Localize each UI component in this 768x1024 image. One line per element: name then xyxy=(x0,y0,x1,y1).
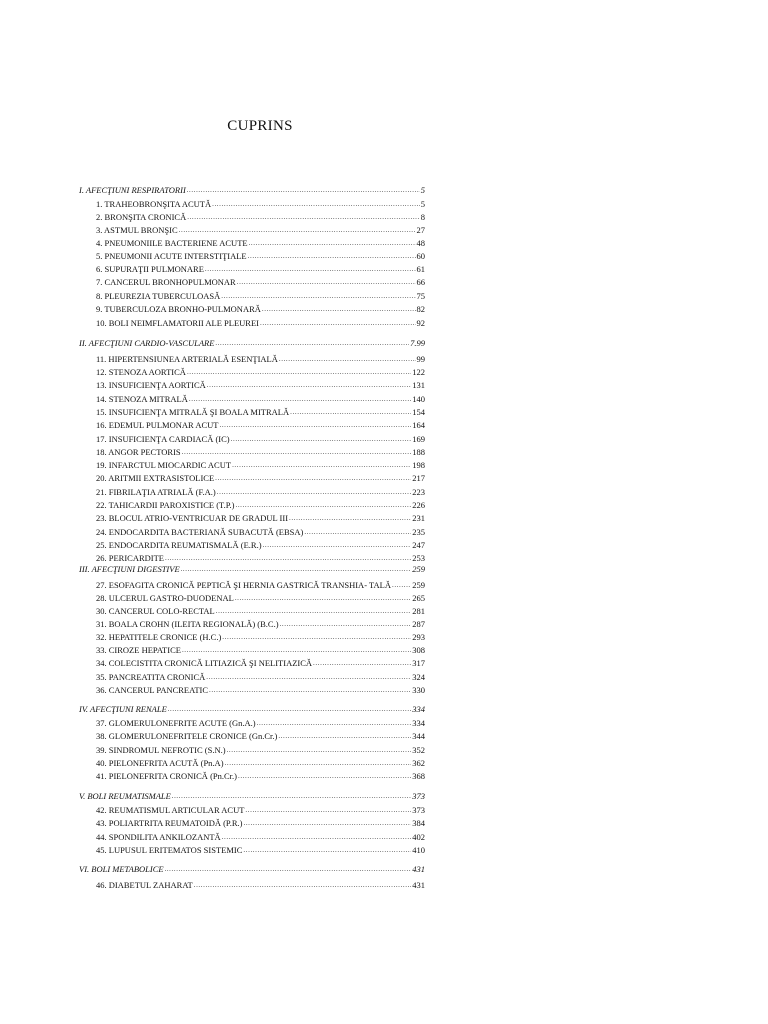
toc-page-number: 198 xyxy=(412,460,425,470)
toc-section-title: I. AFECŢIUNI RESPIRATORII xyxy=(79,185,186,195)
toc-entry-title: 1. TRAHEOBRONŞITA ACUTĂ xyxy=(96,199,212,209)
toc-section-row xyxy=(79,864,425,875)
toc-dot-leader xyxy=(235,500,411,511)
toc-section-row xyxy=(79,185,425,196)
toc-dot-leader xyxy=(206,672,411,683)
toc-entry-title: 13. INSUFICIENŢA AORTICĂ xyxy=(96,380,206,390)
toc-dot-leader xyxy=(245,805,411,816)
toc-section-title: II. AFECŢIUNI CARDIO-VASCULARE xyxy=(79,338,215,348)
toc-dot-leader xyxy=(290,407,411,418)
toc-entry-row xyxy=(96,580,425,591)
toc-entry-row xyxy=(96,407,425,418)
toc-entry-title: 46. DIABETUL ZAHARAT xyxy=(96,880,193,890)
toc-page-number: 344 xyxy=(412,731,425,741)
toc-entry-title: 15. INSUFICIENŢA MITRALĂ ŞI BOALA MITRALĂ xyxy=(96,407,290,417)
toc-entry-row xyxy=(96,473,425,484)
toc-dot-leader xyxy=(187,185,420,196)
toc-dot-leader xyxy=(205,264,416,275)
toc-entry-title: 37. GLOMERULONEFRITE ACUTE (Gn.A.) xyxy=(96,718,256,728)
toc-entry-title: 45. LUPUSUL ERITEMATOS SISTEMIC xyxy=(96,845,243,855)
toc-dot-leader xyxy=(263,540,412,551)
toc-page-number: 164 xyxy=(412,420,425,430)
toc-entry-row xyxy=(96,447,425,458)
toc-page-number: 140 xyxy=(412,394,425,404)
toc-entry-row xyxy=(96,527,425,538)
toc-entry-row xyxy=(96,434,425,445)
toc-section-title: IV. AFECŢIUNI RENALE xyxy=(79,704,167,714)
toc-dot-leader xyxy=(165,864,412,875)
toc-dot-leader xyxy=(304,527,411,538)
toc-entry-row xyxy=(96,199,425,210)
toc-entry-row xyxy=(96,354,425,365)
toc-entry-title: 31. BOALA CROHN (ILEITA REGIONALĂ) (B.C.) xyxy=(96,619,279,629)
toc-page-number: 231 xyxy=(412,513,425,523)
toc-entry-title: 18. ANGOR PECTORIS xyxy=(96,447,181,457)
toc-dot-leader xyxy=(243,818,411,829)
toc-dot-leader xyxy=(237,277,416,288)
toc-entry-row xyxy=(96,367,425,378)
toc-entry-title: 30. CANCERUL COLO-RECTAL xyxy=(96,606,215,616)
toc-entry-title: 25. ENDOCARDITA REUMATISMALĂ (E.R.) xyxy=(96,540,262,550)
toc-dot-leader xyxy=(235,593,411,604)
toc-page-number: 402 xyxy=(412,832,425,842)
toc-page-number: 265 xyxy=(412,593,425,603)
toc-dot-leader xyxy=(222,832,412,843)
toc-page-number: 308 xyxy=(412,645,425,655)
toc-page-number: 82 xyxy=(416,304,425,314)
toc-page-number: 334 xyxy=(412,718,425,728)
toc-page-number: 247 xyxy=(412,540,425,550)
toc-entry-row xyxy=(96,291,425,302)
toc-entry-row xyxy=(96,460,425,471)
toc-dot-leader xyxy=(207,380,411,391)
toc-page-number: 92 xyxy=(416,318,425,328)
toc-page-number: 61 xyxy=(416,264,425,274)
toc-section-title: V. BOLI REUMATISMALE xyxy=(79,791,171,801)
toc-page-number: 169 xyxy=(412,434,425,444)
toc-entry-row xyxy=(96,380,425,391)
toc-dot-leader xyxy=(187,212,420,223)
toc-dot-leader xyxy=(231,434,412,445)
toc-entry-title: 23. BLOCUL ATRIO-VENTRICUAR DE GRADUL III xyxy=(96,513,289,523)
toc-entry-title: 11. HIPERTENSIUNEA ARTERIALĂ ESENŢIALĂ xyxy=(96,354,278,364)
toc-entry-row xyxy=(96,420,425,431)
toc-page-number: 154 xyxy=(412,407,425,417)
toc-entry-row xyxy=(96,500,425,511)
toc-entry-title: 17. INSUFICIENŢA CARDIACĂ (IC) xyxy=(96,434,230,444)
toc-entry-title: 43. POLIARTRITA REUMATOIDĂ (P.R.) xyxy=(96,818,243,828)
toc-entry-title: 32. HEPATITELE CRONICE (H.C.) xyxy=(96,632,222,642)
toc-entry-title: 22. TAHICARDII PAROXISTICE (T.P.) xyxy=(96,500,235,510)
toc-entry-row xyxy=(96,593,425,604)
toc-entry-row xyxy=(96,632,425,643)
toc-entry-title: 35. PANCREATITA CRONICĂ xyxy=(96,672,206,682)
toc-dot-leader xyxy=(219,420,411,431)
toc-dot-leader xyxy=(189,394,411,405)
toc-dot-leader xyxy=(225,758,412,769)
toc-dot-leader xyxy=(249,238,416,249)
toc-dot-leader xyxy=(172,791,411,802)
toc-entry-row xyxy=(96,304,425,315)
toc-dot-leader xyxy=(182,447,412,458)
toc-entry-title: 6. SUPURAŢII PULMONARE xyxy=(96,264,204,274)
toc-entry-title: 26. PERICARDITE xyxy=(96,553,164,563)
toc-page-number: 66 xyxy=(416,277,425,287)
toc-page-number: 223 xyxy=(412,487,425,497)
toc-dot-leader xyxy=(222,632,411,643)
toc-dot-leader xyxy=(313,658,411,669)
toc-dot-leader xyxy=(179,225,416,236)
toc-entry-title: 5. PNEUMONII ACUTE INTERSTIŢIALE xyxy=(96,251,247,261)
toc-page-number: 352 xyxy=(412,745,425,755)
toc-dot-leader xyxy=(257,718,412,729)
toc-entry-row xyxy=(96,731,425,742)
toc-page-number: 5 xyxy=(420,199,425,209)
toc-page-number: 324 xyxy=(412,672,425,682)
toc-entry-title: 20. ARITMII EXTRASISTOLICE xyxy=(96,473,215,483)
toc-entry-title: 41. PIELONEFRITA CRONICĂ (Pn.Cr.) xyxy=(96,771,237,781)
toc-dot-leader xyxy=(221,291,415,302)
toc-entry-row xyxy=(96,672,425,683)
toc-section-title: III. AFECŢIUNI DIGESTIVE xyxy=(79,564,180,574)
toc-page-number: 75 xyxy=(416,291,425,301)
toc-page-number: 60 xyxy=(416,251,425,261)
toc-page-number: 384 xyxy=(412,818,425,828)
toc-page-number: 253 xyxy=(412,553,425,563)
toc-page-number: 362 xyxy=(412,758,425,768)
page-title: CUPRINS xyxy=(227,118,293,134)
toc-entry-row xyxy=(96,513,425,524)
toc-section-row xyxy=(79,564,425,575)
toc-entry-title: 40. PIELONEFRITA ACUTĂ (Pn.A) xyxy=(96,758,224,768)
toc-entry-row xyxy=(96,238,425,249)
toc-entry-row xyxy=(96,277,425,288)
toc-entry-title: 38. GLOMERULONEFRITELE CRONICE (Gn.Cr.) xyxy=(96,731,278,741)
toc-dot-leader xyxy=(279,354,416,365)
toc-entry-title: 24. ENDOCARDITA BACTERIANĂ SUBACUTĂ (EBSA) xyxy=(96,527,304,537)
toc-page-number: 8 xyxy=(420,212,425,222)
toc-dot-leader xyxy=(243,845,411,856)
toc-entry-title: 33. CIROZE HEPATICE xyxy=(96,645,181,655)
toc-dot-leader xyxy=(262,304,416,315)
toc-dot-leader xyxy=(215,473,411,484)
toc-dot-leader xyxy=(238,771,411,782)
toc-entry-title: 36. CANCERUL PANCREATIC xyxy=(96,685,209,695)
toc-page-number: 99 xyxy=(416,354,425,364)
toc-page-number: 334 xyxy=(412,704,425,714)
toc-dot-leader xyxy=(232,460,411,471)
toc-dot-leader xyxy=(217,487,412,498)
toc-page-number: 373 xyxy=(412,791,425,801)
toc-section-row xyxy=(79,338,425,349)
toc-dot-leader xyxy=(168,704,411,715)
toc-section-title: VI. BOLI METABOLICE xyxy=(79,864,164,874)
toc-entry-title: 12. STENOZA AORTICĂ xyxy=(96,367,186,377)
toc-dot-leader xyxy=(187,367,411,378)
toc-page-number: 27 xyxy=(416,225,425,235)
toc-dot-leader xyxy=(194,880,412,891)
toc-entry-title: 19. INFARCTUL MIOCARDIC ACUT xyxy=(96,460,232,470)
toc-page-number: 7.99 xyxy=(410,338,425,348)
toc-page-number: 235 xyxy=(412,527,425,537)
toc-page-number: 410 xyxy=(412,845,425,855)
toc-entry-row xyxy=(96,718,425,729)
toc-dot-leader xyxy=(165,553,411,564)
toc-entry-row xyxy=(96,540,425,551)
toc-page-number: 131 xyxy=(412,380,425,390)
toc-page-number: 226 xyxy=(412,500,425,510)
toc-entry-row xyxy=(96,264,425,275)
toc-page-number: 259 xyxy=(412,564,425,574)
toc-dot-leader xyxy=(392,580,411,591)
toc-entry-title: 21. FIBRILAŢIA ATRIALĂ (F.A.) xyxy=(96,487,216,497)
toc-dot-leader xyxy=(182,645,411,656)
toc-page-number: 431 xyxy=(412,864,425,874)
toc-entry-row xyxy=(96,645,425,656)
toc-section-row xyxy=(79,791,425,802)
toc-entry-title: 34. COLECISTITA CRONICĂ LITIAZICĂ ŞI NELITIAZICĂ xyxy=(96,658,313,668)
toc-entry-title: 16. EDEMUL PULMONAR ACUT xyxy=(96,420,219,430)
toc-entry-title: 10. BOLI NEIMFLAMATORII ALE PLEUREI xyxy=(96,318,259,328)
toc-dot-leader xyxy=(280,619,412,630)
toc-entry-title: 28. ULCERUL GASTRO-DUODENAL xyxy=(96,593,234,603)
toc-entry-title: 4. PNEUMONIILE BACTERIENE ACUTE xyxy=(96,238,248,248)
toc-entry-title: 39. SINDROMUL NEFROTIC (S.N.) xyxy=(96,745,226,755)
toc-dot-leader xyxy=(215,338,409,349)
toc-section-row xyxy=(79,704,425,715)
toc-entry-row xyxy=(96,771,425,782)
toc-entry-title: 14. STENOZA MITRALĂ xyxy=(96,394,188,404)
toc-entry-row xyxy=(96,553,425,564)
toc-entry-row xyxy=(96,745,425,756)
toc-page-number: 5 xyxy=(420,185,425,195)
toc-entry-row xyxy=(96,845,425,856)
toc-page-number: 281 xyxy=(412,606,425,616)
toc-entry-row xyxy=(96,685,425,696)
toc-dot-leader xyxy=(216,606,412,617)
toc-page-number: 122 xyxy=(412,367,425,377)
toc-dot-leader xyxy=(227,745,412,756)
toc-page-number: 431 xyxy=(412,880,425,890)
toc-page-number: 48 xyxy=(416,238,425,248)
toc-page-number: 330 xyxy=(412,685,425,695)
toc-page-number: 217 xyxy=(412,473,425,483)
toc-dot-leader xyxy=(289,513,411,524)
toc-entry-row xyxy=(96,487,425,498)
toc-entry-row xyxy=(96,251,425,262)
toc-entry-row xyxy=(96,619,425,630)
toc-entry-row xyxy=(96,394,425,405)
toc-dot-leader xyxy=(181,564,412,575)
toc-entry-title: 8. PLEUREZIA TUBERCULOASĂ xyxy=(96,291,221,301)
toc-entry-row xyxy=(96,758,425,769)
toc-entry-title: 27. ESOFAGITA CRONICĂ PEPTICĂ ŞI HERNIA GASTRICĂ TRANSHIA- TALĂ xyxy=(96,580,391,590)
toc-page-number: 188 xyxy=(412,447,425,457)
toc-entry-title: 44. SPONDILITA ANKILOZANTĂ xyxy=(96,832,221,842)
toc-entry-row xyxy=(96,818,425,829)
toc-page-number: 368 xyxy=(412,771,425,781)
toc-dot-leader xyxy=(260,318,416,329)
toc-dot-leader xyxy=(248,251,416,262)
toc-entry-row xyxy=(96,212,425,223)
toc-entry-title: 3. ASTMUL BRONŞIC xyxy=(96,225,178,235)
toc-entry-row xyxy=(96,805,425,816)
toc-page-number: 293 xyxy=(412,632,425,642)
toc-dot-leader xyxy=(278,731,411,742)
toc-page-number: 373 xyxy=(412,805,425,815)
toc-dot-leader xyxy=(209,685,411,696)
toc-entry-title: 7. CANCERUL BRONHOPULMONAR xyxy=(96,277,236,287)
toc-entry-row xyxy=(96,318,425,329)
toc-entry-row xyxy=(96,606,425,617)
toc-entry-title: 42. REUMATISMUL ARTICULAR ACUT xyxy=(96,805,245,815)
toc-entry-title: 2. BRONŞITA CRONICĂ xyxy=(96,212,187,222)
toc-page-number: 259 xyxy=(412,580,425,590)
toc-entry-row xyxy=(96,880,425,891)
toc-entry-row xyxy=(96,225,425,236)
toc-entry-row xyxy=(96,658,425,669)
toc-entry-title: 9. TUBERCULOZA BRONHO-PULMONARĂ xyxy=(96,304,261,314)
toc-page-number: 287 xyxy=(412,619,425,629)
toc-dot-leader xyxy=(212,199,420,210)
toc-entry-row xyxy=(96,832,425,843)
toc-page-number: 317 xyxy=(412,658,425,668)
